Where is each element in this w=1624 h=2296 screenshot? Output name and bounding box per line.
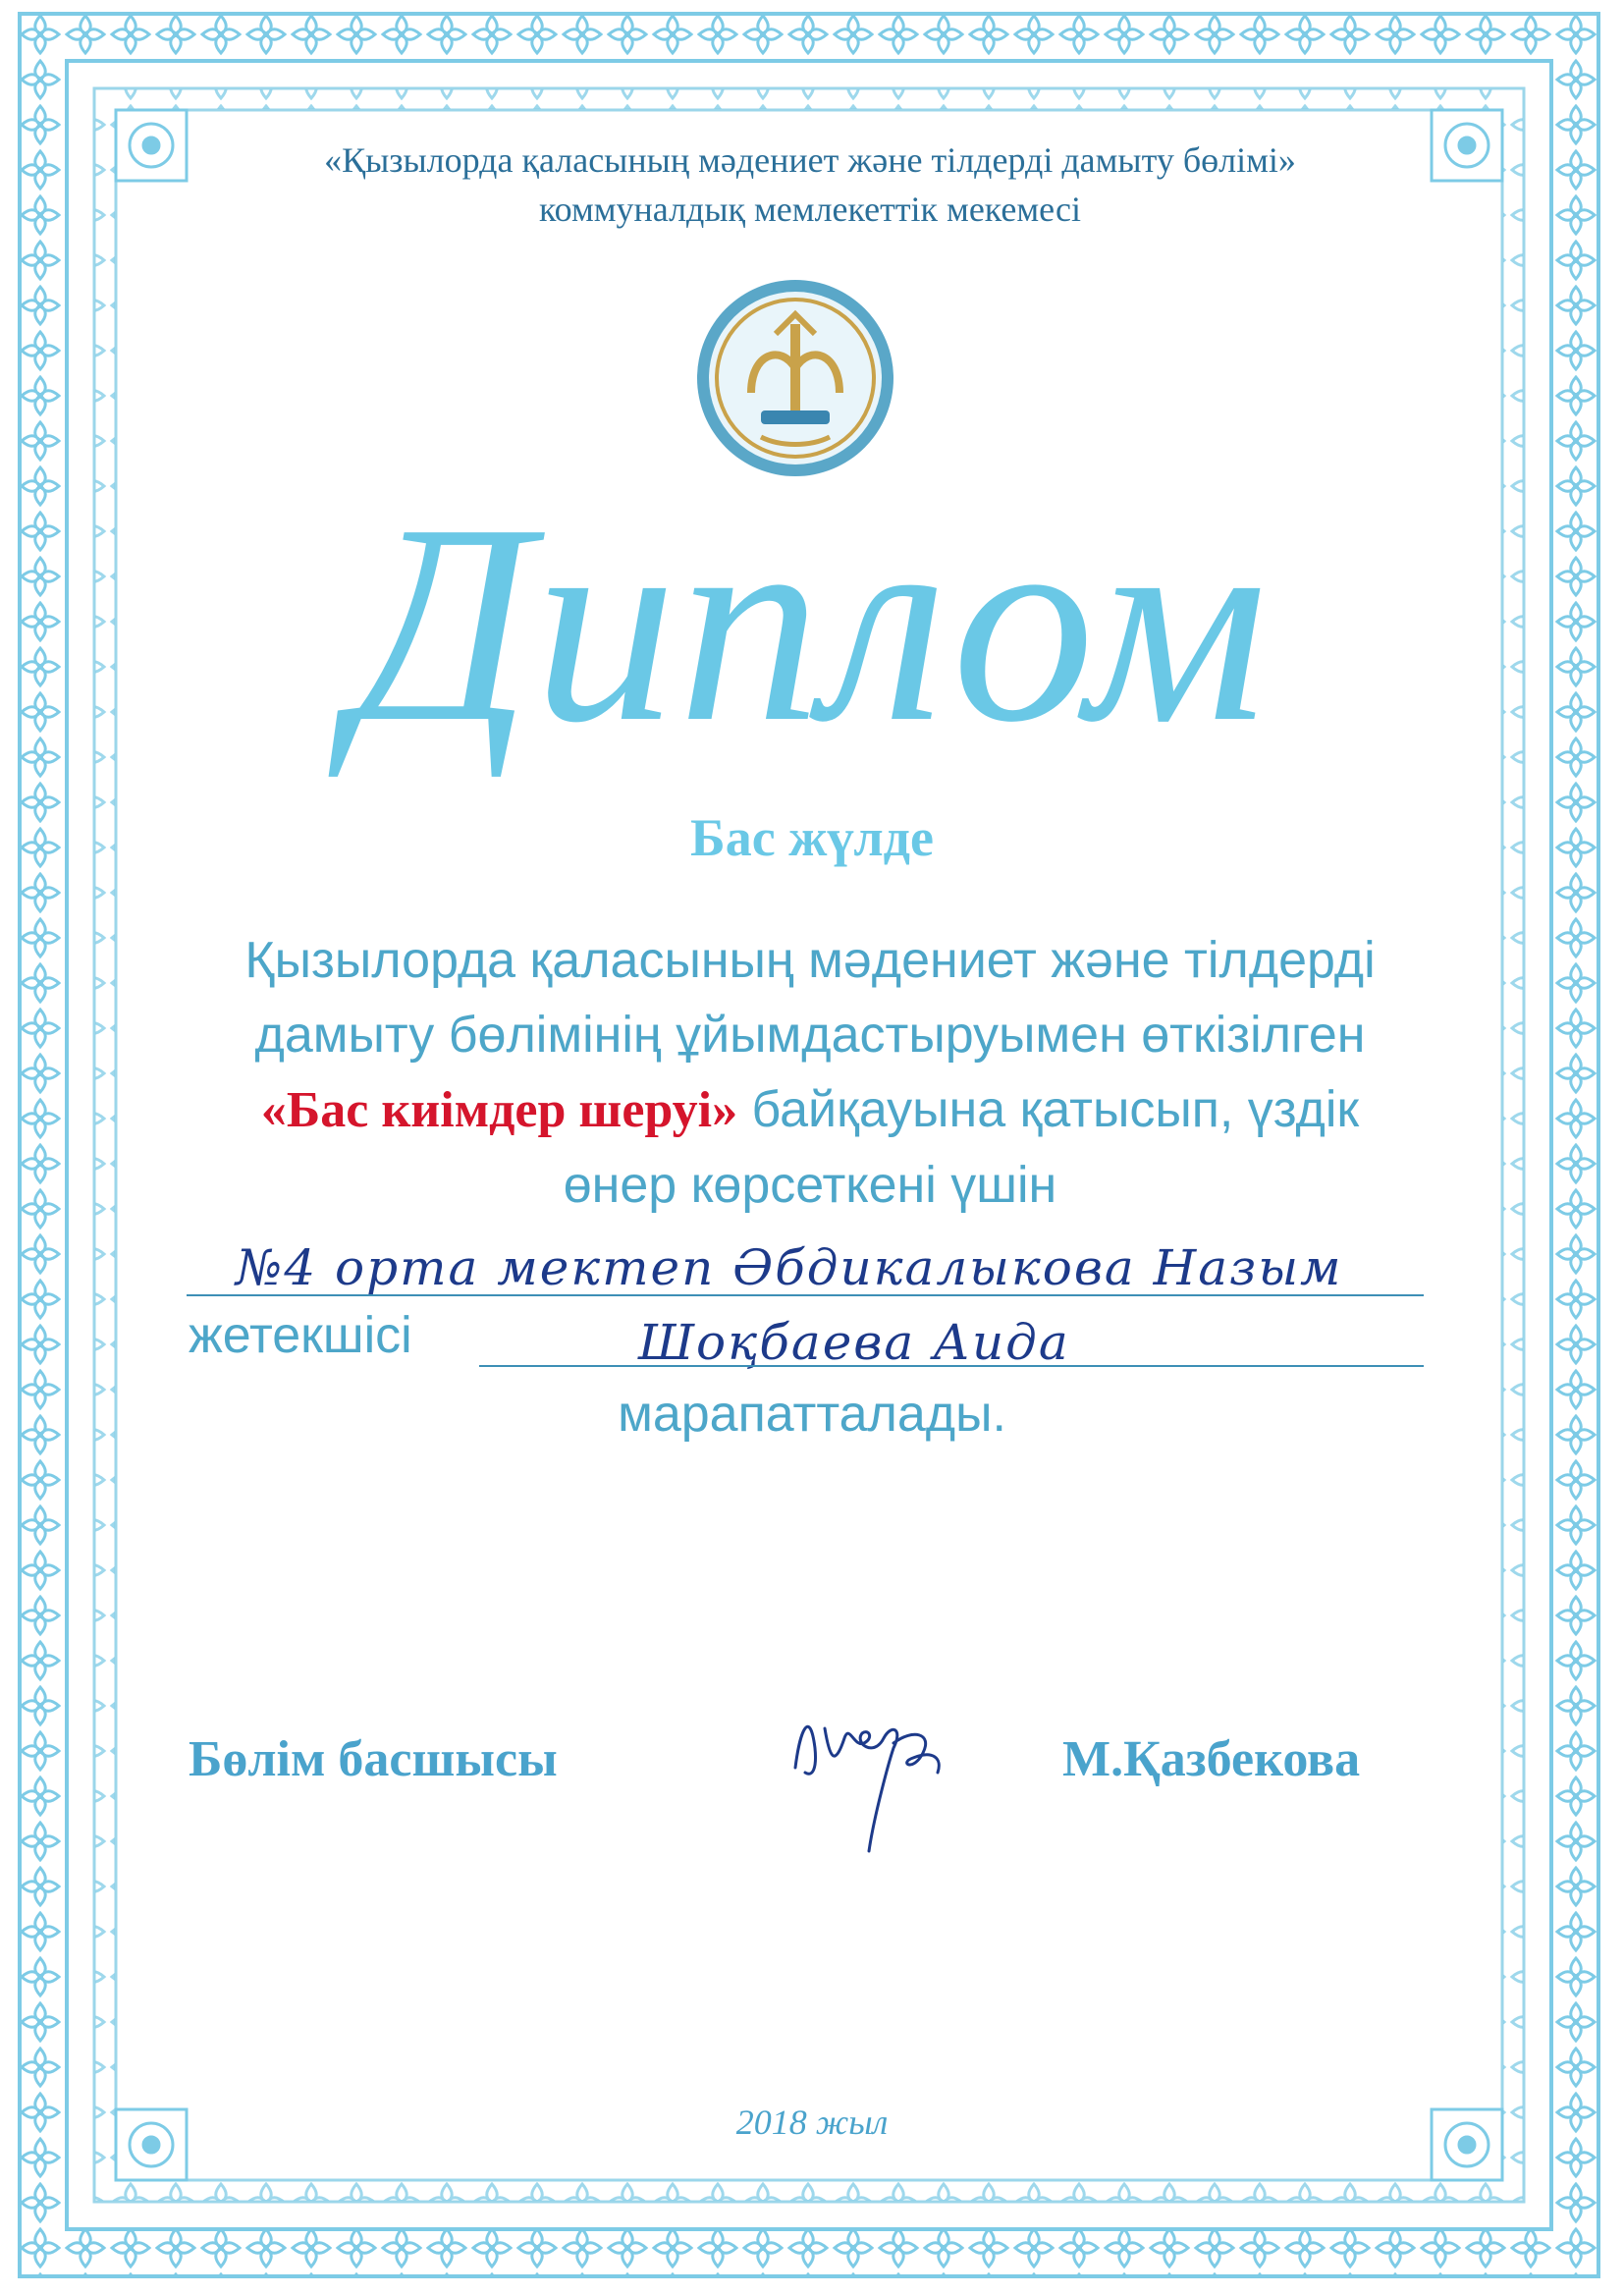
signatory-name: М.Қазбекова (1062, 1731, 1361, 1787)
body-line-4: өнер көрсеткені үшін (563, 1157, 1057, 1214)
recipient-handwritten: №4 орта мектеп Әбдикалыкова Назым (236, 1239, 1343, 1296)
issuer-line-1: «Қызылорда қаласының мәдениет және тілдерді дамыту бөлімі» (324, 140, 1296, 180)
issue-year: 2018 жыл (735, 2103, 889, 2142)
document-title: Диплом (351, 465, 1270, 781)
issuer-header (147, 136, 1473, 234)
recipient-line (187, 1294, 1424, 1296)
emblem-icon (692, 275, 898, 481)
body-line-3-rest: байқауына қатысып, үздік (737, 1081, 1360, 1138)
signatory-role: Бөлім басшысы (189, 1731, 558, 1787)
award-level: Бас жүлде (690, 808, 934, 867)
supervisor-line (479, 1365, 1424, 1367)
body-line-2: дамыту бөлімінің ұйымдастыруымен өткізілген (254, 1007, 1366, 1064)
body-line-1: Қызылорда қаласының мәдениет және тілдерді (244, 932, 1376, 989)
award-description (147, 923, 1473, 1223)
body-line-3 (147, 1072, 1473, 1148)
issuer-line-2: коммуналдық мемлекеттік мекемесі (538, 190, 1082, 229)
awarded-text: марапатталады. (618, 1386, 1006, 1443)
contest-name: «Бас киімдер шеруі» (260, 1082, 738, 1138)
supervisor-handwritten: Шоқбаева Аида (638, 1314, 1070, 1371)
signature-icon (776, 1689, 962, 1866)
supervisor-label: жетекшісі (189, 1307, 412, 1364)
